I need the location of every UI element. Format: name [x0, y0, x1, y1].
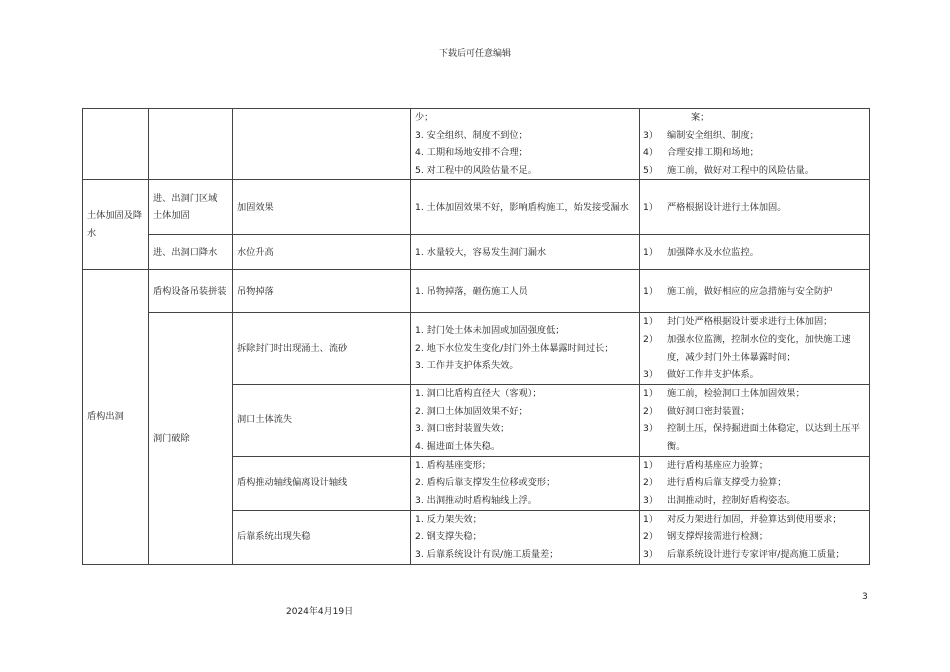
cell-measures: 案； 3） 编制安全组织、制度； 4） 合理安排工期和场地； 5） 施工前，做好对工程中的风险估量。: [640, 109, 870, 180]
table-row: [83, 270, 870, 313]
table-row: [83, 180, 870, 235]
cell-risk-event: [233, 109, 411, 180]
cell-risk-event: 洞口土体流失: [233, 384, 411, 456]
cell-risk-cause: 1. 反力架失效； 2. 钢支撑失稳； 3. 后靠系统设计有误/施工质量差；: [411, 510, 640, 564]
cell-measures: 1） 对反力架进行加固，并验算达到使用要求； 2） 钢支撑焊接需进行检测； 3） 后靠系统设计进行专家评审/提高施工质量；: [640, 510, 870, 564]
cell-risk-event: 加固效果: [233, 180, 411, 235]
table-row: [83, 313, 870, 384]
cell-measures: 1） 进行盾构基座应力验算； 2） 进行盾构后靠支撑受力验算； 3） 出洞推动时，控制好盾构姿态。: [640, 456, 870, 510]
cell-measures: 1） 加强降水及水位监控。: [640, 235, 870, 270]
cell-subitem: 盾构设备吊装拼装: [149, 270, 233, 313]
cell-measures: 1） 施工前，做好相应的应急措施与安全防护: [640, 270, 870, 313]
cell-subitem: 洞门破除: [149, 313, 233, 564]
cell-subitem: 进、出洞门区域 土体加固: [149, 180, 233, 235]
cell-risk-cause: 1. 封门处土体未加固或加固强度低； 2. 地下水位发生变化/封门外土体暴露时间过长； 3. 工作井支护体系失效。: [411, 313, 640, 384]
cell-risk-event: 拆除封门时出现涌土、流砂: [233, 313, 411, 384]
cell-risk-cause: 1. 水量较大，容易发生洞门漏水: [411, 235, 640, 270]
cell-risk-event: 盾构推动轴线偏离设计轴线: [233, 456, 411, 510]
cell-measures: 1） 施工前，检验洞口土体加固效果； 2） 做好洞口密封装置； 3） 控制土压，保持掘进面土体稳定，以达到土压平衡。: [640, 384, 870, 456]
cell-risk-event: 后靠系统出现失稳: [233, 510, 411, 564]
cell-risk-cause: 1. 土体加固效果不好，影响盾构施工，始发接受漏水: [411, 180, 640, 235]
cell-subitem: 进、出洞口降水: [149, 235, 233, 270]
cell-category: [83, 109, 149, 180]
footer-date: 2024年4月19日: [286, 607, 354, 617]
cell-subitem: [149, 109, 233, 180]
cell-risk-cause: 1. 吊物掉落，砸伤施工人员: [411, 270, 640, 313]
cell-category: 盾构出洞: [83, 270, 149, 564]
table-row: [83, 109, 870, 180]
cell-risk-cause: 1. 盾构基座变形； 2. 盾构后靠支撑发生位移或变形； 3. 出洞推动时盾构轴线上浮。: [411, 456, 640, 510]
cell-risk-event: 水位升高: [233, 235, 411, 270]
cell-category: 土体加固及降水: [83, 180, 149, 270]
cell-measures: 1） 封门处严格根据设计要求进行土体加固； 2） 加强水位监测，控制水位的变化，加快施工速度，减少封门外土体暴露时间； 3） 做好工作井支护体系。: [640, 313, 870, 384]
page-number: 3: [862, 592, 868, 602]
cell-risk-event: 吊物掉落: [233, 270, 411, 313]
risk-table: [82, 108, 870, 565]
page-header: 下载后可任意编辑: [438, 49, 511, 59]
cell-risk-cause: 少； 3. 安全组织、制度不到位； 4. 工期和场地安排不合理； 5. 对工程中的风险估量不足。: [411, 109, 640, 180]
cell-risk-cause: 1. 洞口比盾构直径大（客观）； 2. 洞口土体加固效果不好； 3. 洞口密封装置失效； 4. 掘进面土体失稳。: [411, 384, 640, 456]
table-row: [83, 235, 870, 270]
cell-measures: 1） 严格根据设计进行土体加固。: [640, 180, 870, 235]
